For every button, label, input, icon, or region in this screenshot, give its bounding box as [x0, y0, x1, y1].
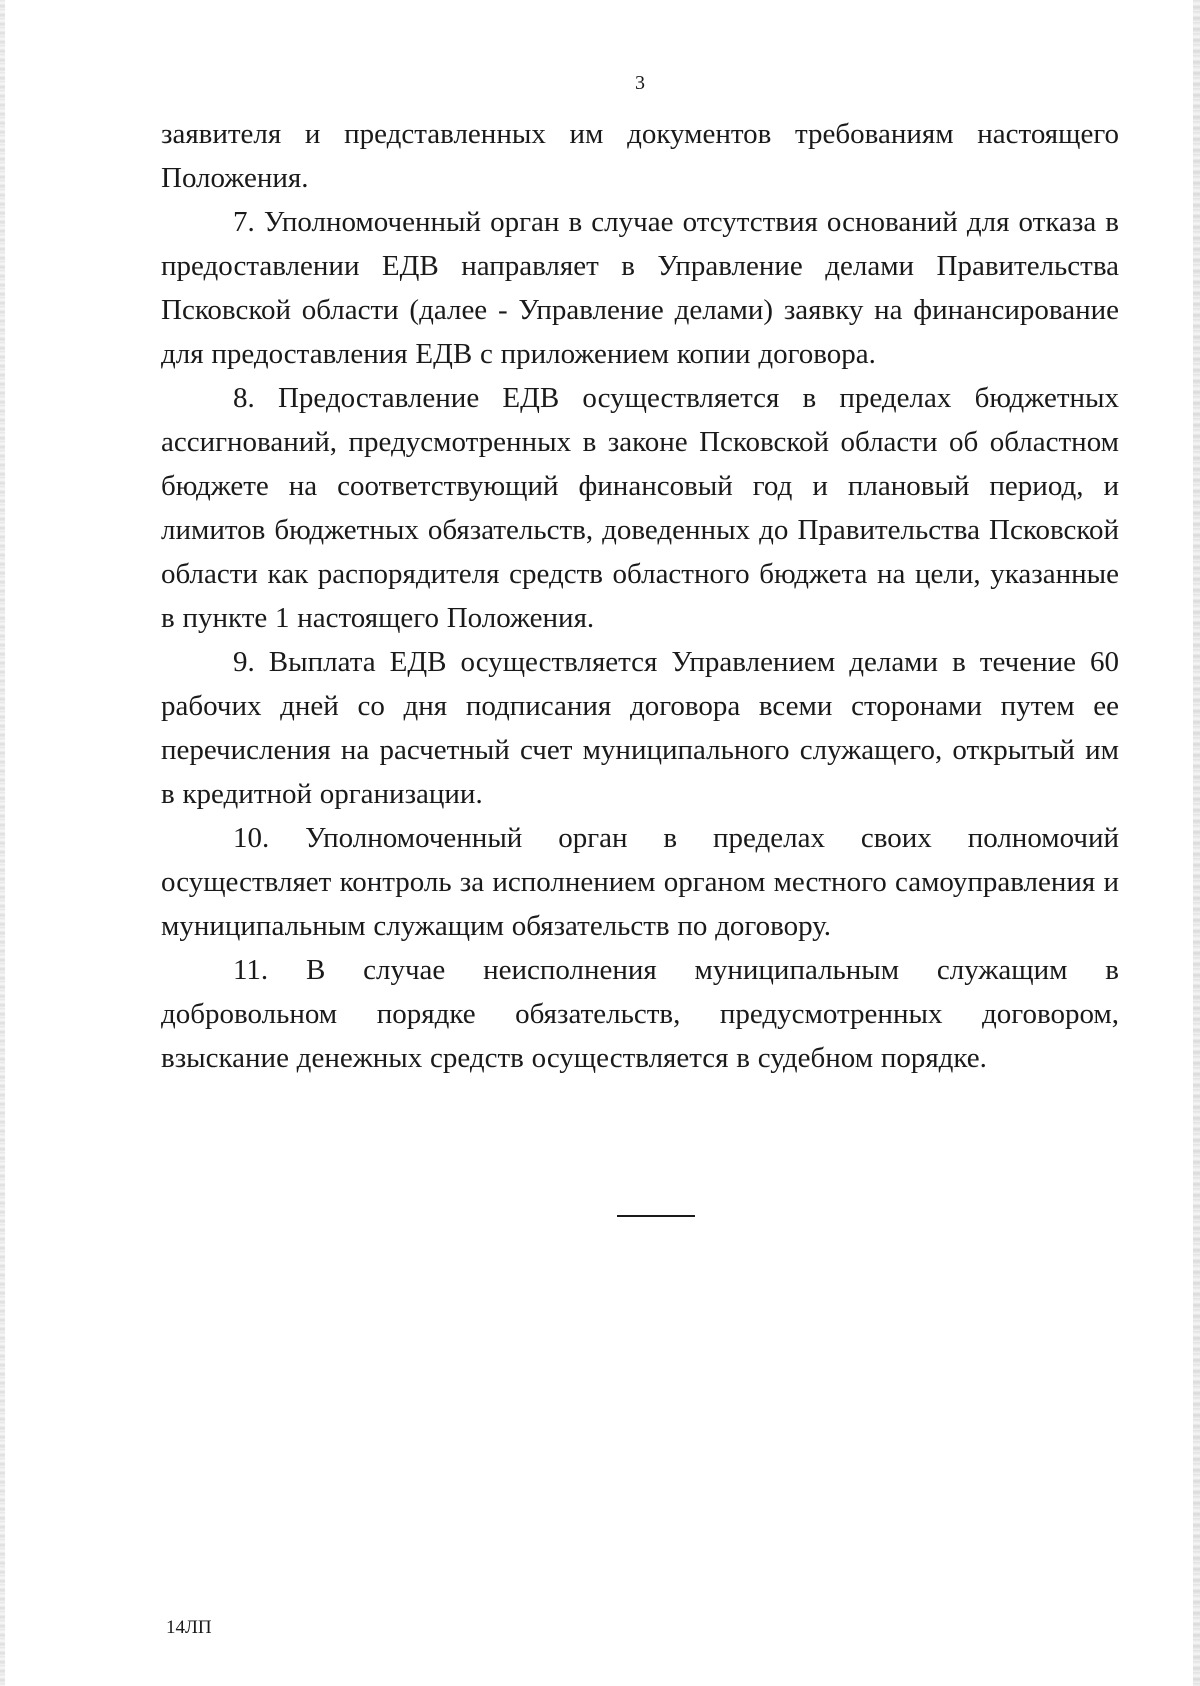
document-body [161, 112, 1119, 1080]
document-code: 14ЛП [166, 1617, 212, 1638]
paragraph-8: 8. Предоставление ЕДВ осуществляется в пределах бюджетных ассигнований, предусмотренных в законе Псковской области об областном бюджете на соответствующий финансовый год и плановый период, и лимитов бюджетных обязательств, доведенных до Правительства Псковской области как распорядителя средств областного бюджета на цели, указанные в пункте 1 настоящего Положения. [161, 382, 1119, 634]
paragraph-continuation: заявителя и представленных им документов требованиям настоящего Положения. [161, 118, 1119, 194]
paragraph-11: 11. В случае неисполнения муниципальным служащим в добровольном порядке обязательств, предусмотренных договором, взыскание денежных средств осуществляется в судебном порядке. [161, 954, 1119, 1074]
paragraph-10: 10. Уполномоченный орган в пределах своих полномочий осуществляет контроль за исполнением органом местного самоуправления и муниципальным служащим обязательств по договору. [161, 822, 1119, 942]
end-divider [617, 1215, 695, 1217]
paragraph-7: 7. Уполномоченный орган в случае отсутствия оснований для отказа в предоставлении ЕДВ направляет в Управление делами Правительства Псковской области (далее - Управление делами) заявку на финансирование для предоставления ЕДВ с приложением копии договора. [161, 206, 1119, 370]
page-number: 3 [635, 72, 645, 94]
scan-edge-right [1193, 0, 1200, 1686]
paragraph-9: 9. Выплата ЕДВ осуществляется Управлением делами в течение 60 рабочих дней со дня подписания договора всеми сторонами путем ее перечисления на расчетный счет муниципального служащего, открытый им в кредитной организации. [161, 646, 1119, 810]
scan-edge-left [0, 0, 5, 1686]
